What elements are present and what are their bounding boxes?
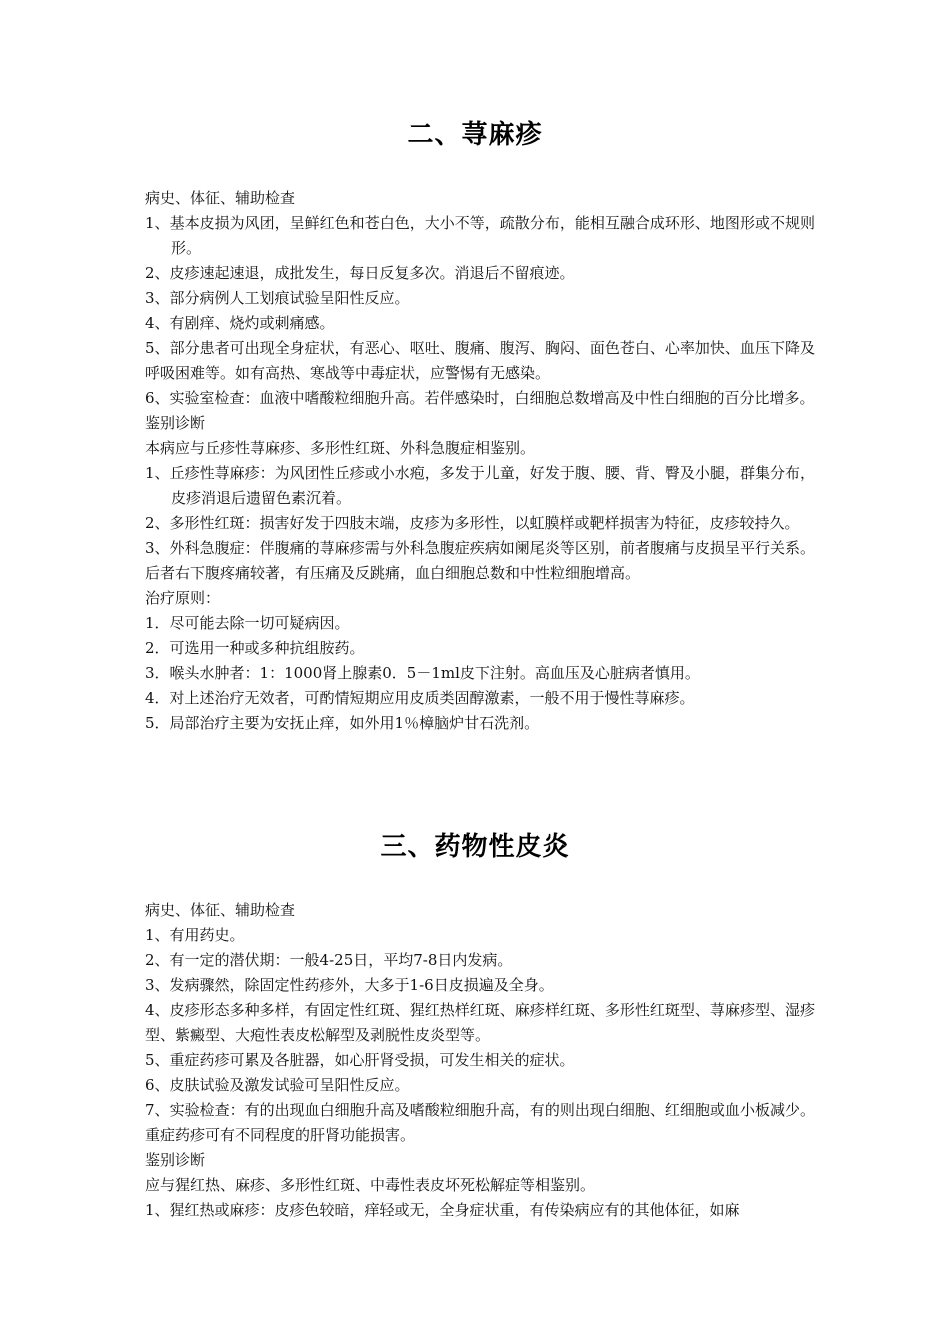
section-title-urticaria: 二、荨麻疹: [407, 120, 543, 150]
list-item: 2．可选用一种或多种抗组胺药。: [145, 639, 365, 657]
list-item: 3、外科急腹症：伴腹痛的荨麻疹需与外科急腹症疾病如阑尾炎等区别，前者腹痛与皮损呈平行关系。后者右下腹疼痛较著，有压痛及反跳痛，血白细胞总数和中性粒细胞增高。: [145, 539, 815, 582]
list-item: 2、皮疹速起速退，成批发生，每日反复多次。消退后不留痕迹。: [145, 264, 575, 282]
list-item: 3、部分病例人工划痕试验呈阳性反应。: [145, 289, 410, 307]
list-item: 6、皮肤试验及激发试验可呈阳性反应。: [145, 1076, 410, 1094]
list-item: 1、基本皮损为风团，呈鲜红色和苍白色，大小不等，疏散分布，能相互融合成环形、地图形或不规则形。: [145, 214, 815, 257]
diff-heading: 鉴别诊断: [145, 1151, 206, 1169]
list-item: 6、实验室检查：血液中嗜酸粒细胞升高。若伴感染时，白细胞总数增高及中性白细胞的百分比增多。: [145, 389, 815, 407]
list-item: 4．对上述治疗无效者，可酌情短期应用皮质类固醇激素，一般不用于慢性荨麻疹。: [145, 689, 695, 707]
list-item: 5、部分患者可出现全身症状，有恶心、呕吐、腹痛、腹泻、胸闷、面色苍白、心率加快、血压下降及呼吸困难等。如有高热、寒战等中毒症状，应警惕有无感染。: [145, 339, 815, 382]
diff-intro: 本病应与丘疹性荨麻疹、多形性红斑、外科急腹症相鉴别。: [145, 439, 536, 457]
list-item: 3、发病骤然，除固定性药疹外，大多于1-6日皮损遍及全身。: [145, 976, 554, 994]
list-item: 1、猩红热或麻疹：皮疹色较暗，痒轻或无，全身症状重，有传染病应有的其他体征，如麻: [145, 1201, 740, 1219]
list-item: 7、实验检查：有的出现血白细胞升高及嗜酸粒细胞升高，有的则出现白细胞、红细胞或血小板减少。重症药疹可有不同程度的肝肾功能损害。: [145, 1101, 815, 1144]
history-heading: 病史、体征、辅助检查: [145, 189, 296, 207]
section-body-drug-dermatitis: [145, 898, 815, 1223]
list-item: 5、重症药疹可累及各脏器，如心肝肾受损，可发生相关的症状。: [145, 1051, 575, 1069]
list-item: 1、有用药史。: [145, 926, 245, 944]
list-item: 4、有剧痒、烧灼或刺痛感。: [145, 314, 335, 332]
section-title-drug-dermatitis: 三、药物性皮炎: [380, 832, 570, 862]
section-body-urticaria: [145, 186, 815, 736]
list-item: 4、皮疹形态多种多样，有固定性红斑、猩红热样红斑、麻疹样红斑、多形性红斑型、荨麻疹型、湿疹型、紫癜型、大疱性表皮松解型及剥脱性皮炎型等。: [145, 1001, 815, 1044]
list-item: 1、丘疹性荨麻疹：为风团性丘疹或小水疱，多发于儿童，好发于腹、腰、背、臀及小腿，群集分布，皮疹消退后遗留色素沉着。: [145, 464, 815, 507]
list-item: 5．局部治疗主要为安抚止痒，如外用1％樟脑炉甘石洗剂。: [145, 714, 540, 732]
list-item: 2、多形性红斑：损害好发于四肢末端，皮疹为多形性，以虹膜样或靶样损害为特征，皮疹较持久。: [145, 514, 800, 532]
list-item: 2、有一定的潜伏期：一般4-25日，平均7-8日内发病。: [145, 951, 513, 969]
diff-heading: 鉴别诊断: [145, 414, 206, 432]
diff-intro: 应与猩红热、麻疹、多形性红斑、中毒性表皮坏死松解症等相鉴别。: [145, 1176, 596, 1194]
treatment-heading: 治疗原则：: [145, 589, 221, 607]
history-heading: 病史、体征、辅助检查: [145, 901, 296, 919]
list-item: 1．尽可能去除一切可疑病因。: [145, 614, 350, 632]
list-item: 3．喉头水肿者：1：1000肾上腺素0．5－1ml皮下注射。高血压及心脏病者慎用。: [145, 664, 700, 682]
